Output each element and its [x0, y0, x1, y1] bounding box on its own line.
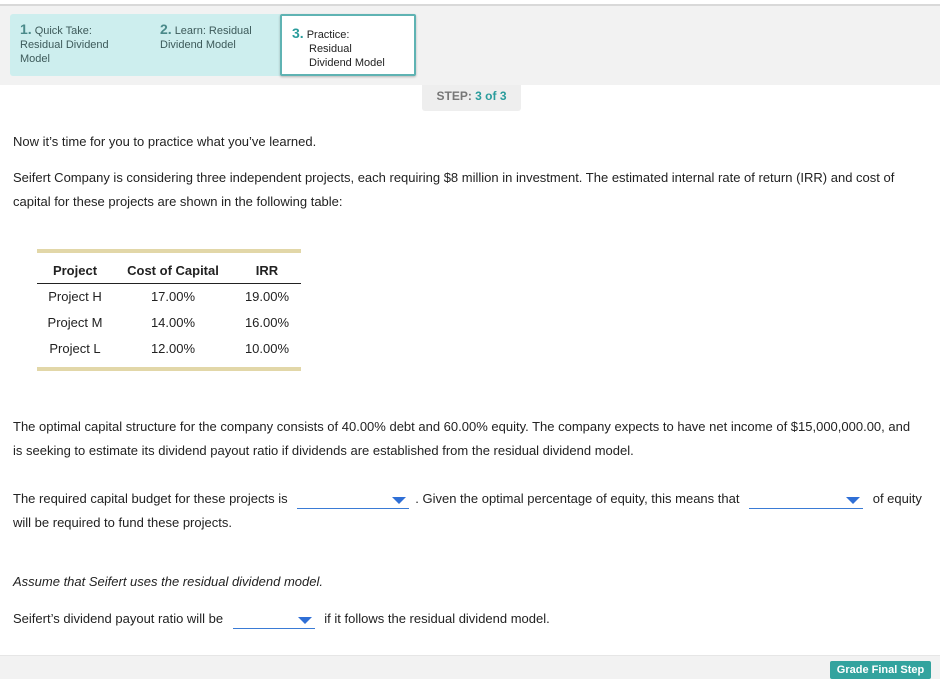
- tab-learn[interactable]: [144, 14, 280, 76]
- question-text: The required capital budget for these projects is: [13, 491, 288, 506]
- step-label: STEP:: [436, 89, 472, 103]
- chevron-down-icon: [298, 617, 312, 624]
- question-text: if it follows the residual dividend model.: [324, 611, 550, 626]
- tab-practice[interactable]: [280, 14, 416, 76]
- scenario-text: Seifert Company is considering three independent projects, each requiring $8 million in investment. The estimated internal rate of return (IRR) and cost of capital for these projects are shown in the following table:: [13, 170, 895, 209]
- tab-label: Quick Take:: [34, 25, 92, 37]
- column-header: IRR: [233, 253, 301, 283]
- tab-number: 2.: [160, 21, 172, 37]
- column-header: Cost of Capital: [113, 253, 233, 283]
- chevron-down-icon: [846, 497, 860, 504]
- cell-irr: 16.00%: [244, 314, 290, 330]
- grade-final-step-button[interactable]: Grade Final Step: [830, 661, 931, 679]
- question-text: Seifert’s dividend payout ratio will be: [13, 611, 224, 626]
- column-header: Project: [37, 253, 113, 283]
- projects-table: [37, 249, 301, 371]
- cell-project: Project L: [49, 340, 101, 356]
- table-row: [37, 283, 301, 309]
- step-tabs: [10, 14, 416, 76]
- step-current: 3 of 3: [475, 89, 507, 103]
- step-indicator: [422, 85, 521, 111]
- cell-irr: 10.00%: [244, 340, 290, 356]
- capital-structure-text: The optimal capital structure for the company consists of 40.00% debt and 60.00% equity. The company expects to have net income of $15,000,000.00, and is seeking to estimate its dividend payout ratio if dividends are established from the residual dividend model.: [13, 419, 911, 458]
- tab-label: Practice:: [306, 29, 350, 41]
- table-row: [37, 335, 301, 361]
- table-row: [37, 309, 301, 335]
- chevron-down-icon: [392, 497, 406, 504]
- tab-quick-take[interactable]: [10, 14, 144, 76]
- tab-label: Dividend Model: [309, 57, 385, 69]
- intro-text: Now it’s time for you to practice what you’ve learned.: [13, 134, 317, 149]
- cell-project: Project H: [48, 288, 102, 304]
- cell-cost-of-capital: 17.00%: [150, 288, 196, 304]
- question-payout-ratio: [13, 607, 550, 631]
- question-text: of equity will be required to fund these projects.: [13, 491, 922, 530]
- tab-label: Residual: [309, 43, 352, 55]
- cell-irr: 19.00%: [244, 288, 290, 304]
- cell-project: Project M: [47, 314, 103, 330]
- table-header-row: [37, 253, 301, 283]
- tab-number: 1.: [20, 21, 32, 37]
- tab-label: Dividend Model: [160, 39, 236, 51]
- cell-cost-of-capital: 14.00%: [150, 314, 196, 330]
- tab-number: 3.: [292, 25, 304, 41]
- payout-ratio-dropdown[interactable]: [233, 611, 315, 629]
- cell-cost-of-capital: 12.00%: [150, 340, 196, 356]
- capital-budget-dropdown[interactable]: [297, 491, 409, 509]
- question-text: . Given the optimal percentage of equity, this means that: [415, 491, 740, 506]
- footer-bar: [0, 655, 940, 679]
- tab-label: Model: [20, 53, 50, 65]
- tab-label: Learn: Residual: [174, 25, 252, 37]
- equity-amount-dropdown[interactable]: [749, 491, 863, 509]
- assumption-text: Assume that Seifert uses the residual dividend model.: [13, 574, 324, 589]
- tab-label: Residual Dividend: [20, 39, 109, 51]
- question-capital-budget: [13, 487, 928, 535]
